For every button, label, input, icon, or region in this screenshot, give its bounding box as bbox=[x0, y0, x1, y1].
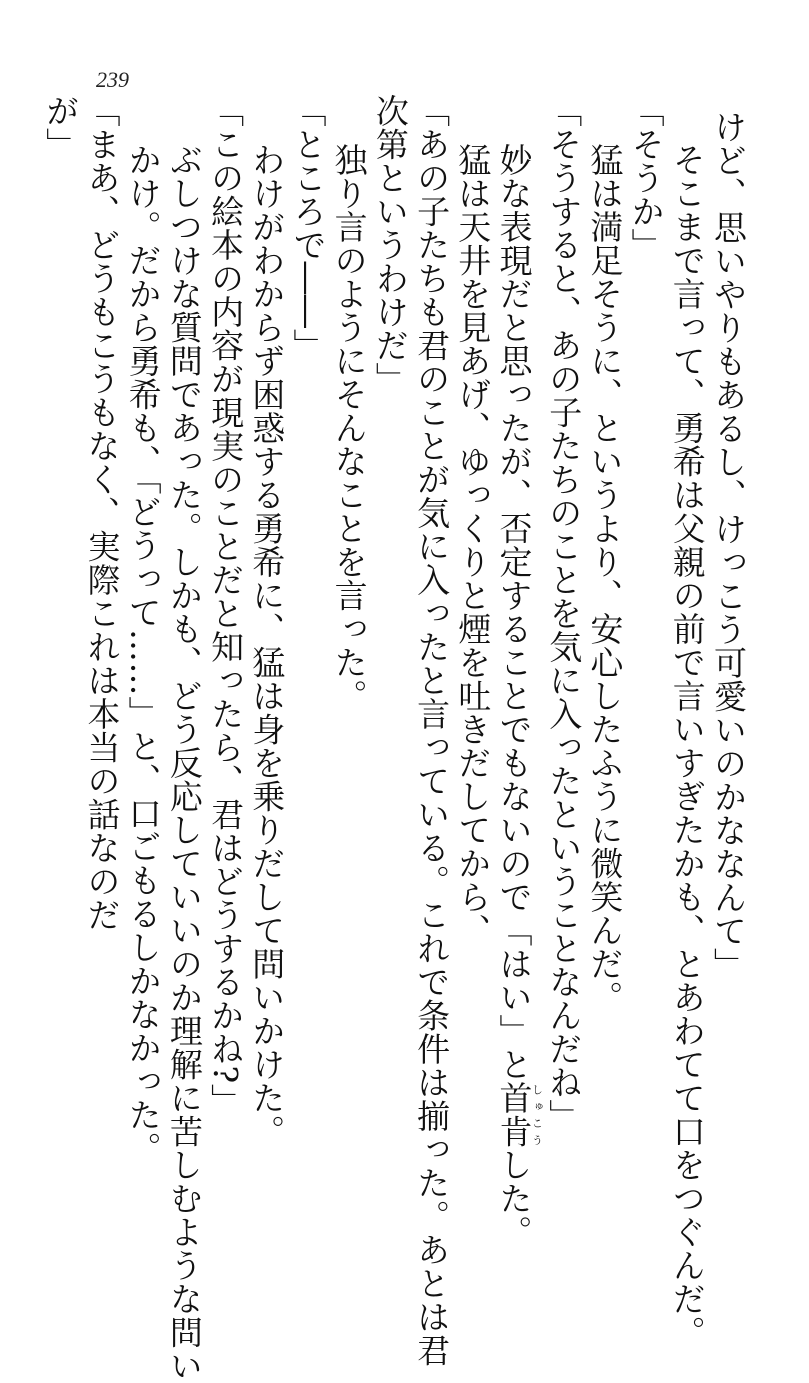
dialogue-1: 「そうか」 bbox=[626, 93, 666, 261]
paragraph-4 bbox=[493, 110, 544, 1249]
dialogue-6-line-1: 「まあ、どうもこうもなく、実際これは本当の話なのだ bbox=[82, 93, 122, 931]
paragraph-4-before: 妙な表現だと思ったが、否定することでもないので「はい」と bbox=[494, 143, 534, 1081]
dialogue-3-line-2: 次第というわけだ」 bbox=[370, 93, 410, 395]
ruby-shukou bbox=[494, 1081, 544, 1148]
paragraph-8 bbox=[122, 110, 204, 1383]
ruby-base: 首肯 bbox=[494, 1081, 534, 1148]
dialogue-3-line-1: 「あの子たちも君のことが気に入ったと言っている。これで条件は揃った。あとは君 bbox=[412, 93, 452, 1367]
dialogue-5: 「この絵本の内容が現実のことだと知ったら、君はどうするかね?」 bbox=[206, 93, 246, 1117]
paragraph-7: わけがわからず困惑する勇希に、猛は身を乗りだして問いかけた。 bbox=[247, 143, 287, 1148]
paragraph-8-line-2: かけ。だから勇希も、「どうって……」と、口ごもるしかなかった。 bbox=[123, 143, 163, 1165]
paragraph-8-line-1: ぶしつけな質問であった。しかも、どう反応していいのか理解に苦しむような問い bbox=[164, 143, 204, 1383]
dialogue-4: 「ところで――」 bbox=[288, 93, 328, 362]
dialogue-6 bbox=[40, 94, 122, 1171]
ruby-reading: しゅこう bbox=[530, 1081, 544, 1148]
paragraph-3: 猛は満足そうに、というより、安心したふうに微笑んだ。 bbox=[585, 143, 625, 1014]
dialogue-2: 「そうすると、あの子たちのことを気に入ったということなんだね」 bbox=[544, 93, 584, 1132]
novel-page-text bbox=[40, 93, 749, 1383]
paragraph-6: 独り言のようにそんなことを言った。 bbox=[329, 143, 369, 713]
paragraph-1: けど、思いやりもあるし、けっこう可愛いのかななんて」 bbox=[709, 110, 748, 981]
paragraph-5: 猛は天井を見あげ、ゆっくりと煙を吐きだしてから、 bbox=[453, 143, 493, 947]
page-number: 239 bbox=[96, 67, 129, 92]
paragraph-4-after: した。 bbox=[494, 1148, 534, 1249]
dialogue-6-line-2: が」 bbox=[41, 93, 81, 161]
dialogue-3 bbox=[370, 93, 452, 1367]
paragraph-2: そこまで言って、勇希は父親の前で言いすぎたかも、とあわてて口をつぐんだ。 bbox=[667, 143, 707, 1349]
